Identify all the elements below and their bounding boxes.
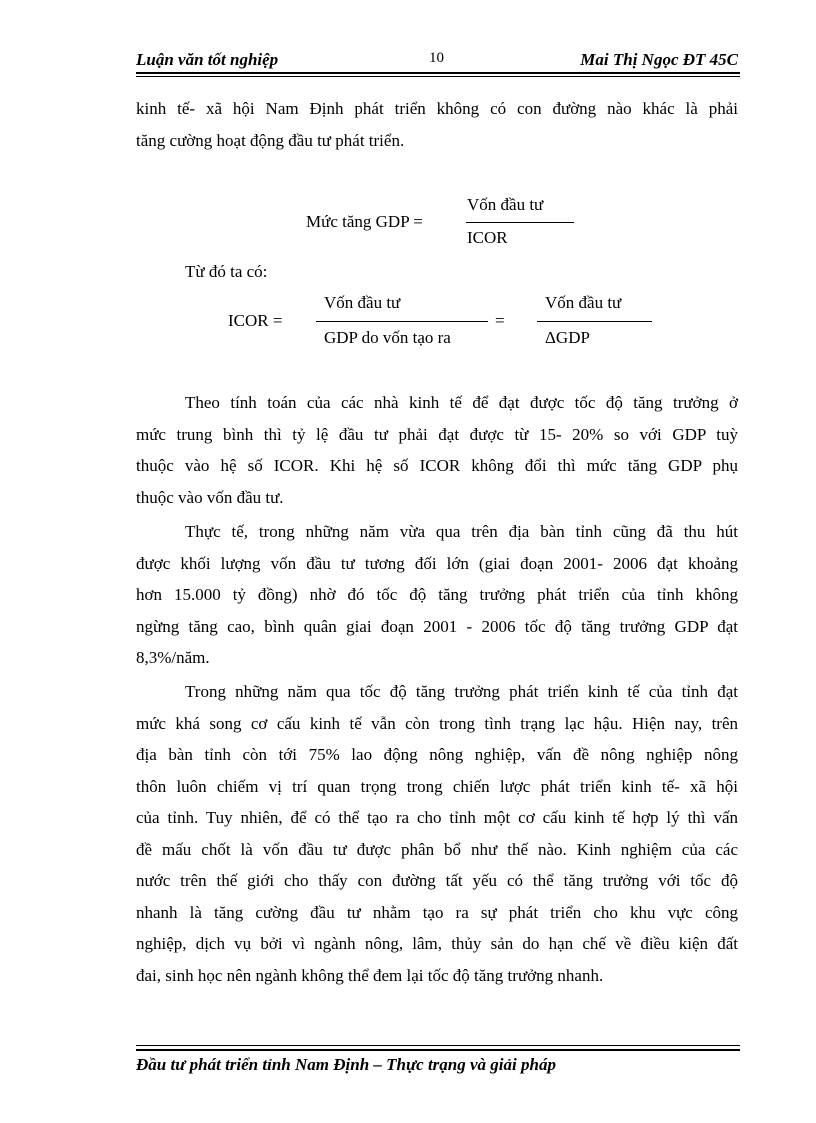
formula1-numerator: Vốn đầu tư [467, 195, 544, 214]
formula2-lhs: ICOR = [228, 311, 283, 330]
paragraph-investment-results [136, 516, 738, 674]
paragraph-economic-structure [136, 676, 738, 991]
text-line: thuộc vào hệ số ICOR. Khi hệ số ICOR không đổi thì mức tăng GDP phụ [136, 456, 738, 475]
footer-rule-thick [136, 1049, 740, 1051]
from-text: Từ đó ta có: [185, 262, 268, 281]
text-line: Thực tế, trong những năm vừa qua trên địa bàn tỉnh cũng đã thu hút [185, 522, 738, 541]
fraction-bar [466, 222, 574, 223]
text-line: Trong những năm qua tốc độ tăng trưởng phát triển kinh tế của tỉnh đạt [185, 682, 738, 701]
text-line: 8,3%/năm. [136, 648, 210, 667]
formula2-denominator-1: GDP do vốn tạo ra [324, 328, 451, 347]
text-line: hơn 15.000 tỷ đồng) nhờ đó tốc độ tăng trưởng phát triển của tỉnh không [136, 585, 738, 604]
text-line: của tỉnh. Tuy nhiên, để có thể tạo ra cho tỉnh một cơ cấu kinh tế hợp lý thì vấn [136, 808, 738, 827]
formula2-equals: = [495, 311, 505, 330]
page-number: 10 [429, 50, 444, 66]
paragraph-icor-investment [136, 387, 738, 513]
text-line: mức khá song cơ cấu kinh tế vẫn còn trong tình trạng lạc hậu. Hiện nay, trên [136, 713, 738, 733]
header-rule-thin [136, 76, 740, 77]
formula1-lhs: Mức tăng GDP = [306, 212, 423, 231]
text-line: ngừng tăng cao, bình quân giai đoạn 2001 - 2006 tốc độ tăng trưởng GDP đạt [136, 616, 738, 636]
text-line: đề mấu chốt là vốn đầu tư được phân bổ như thế nào. Kinh nghiệm của các [136, 839, 738, 859]
text-line: đai, sinh học nên ngành không thể đem lại tốc độ tăng trưởng nhanh. [136, 965, 604, 985]
header-thesis-label: Luận văn tốt nghiệp [136, 50, 279, 69]
text-line: kinh tế- xã hội Nam Định phát triển không có con đường nào khác là phải [136, 99, 738, 118]
text-line: được khối lượng vốn đầu tư tương đối lớn (giai đoạn 2001- 2006 đạt khoảng [136, 553, 738, 573]
fraction-bar [316, 321, 488, 322]
text-line: Theo tính toán của các nhà kinh tế để đạt được tốc độ tăng trưởng ở [185, 393, 738, 412]
formula1-denominator: ICOR [467, 228, 508, 247]
header-rule-thick [136, 72, 740, 74]
text-line: nghiệp, dịch vụ bởi vì ngành nông, lâm, thủy sản do hạn chế về điều kiện đất [136, 934, 738, 953]
footer-rule-thin [136, 1045, 740, 1046]
text-line: thuộc vào vốn đầu tư. [136, 487, 284, 507]
formula2-numerator-1: Vốn đầu tư [324, 293, 401, 312]
intro-paragraph [136, 93, 738, 156]
text-line: nhanh là tăng cường đầu tư nhằm tạo ra sự phát triển cho khu vực công [136, 902, 738, 922]
header-author: Mai Thị Ngọc ĐT 45C [580, 50, 738, 69]
text-line: thôn luôn chiếm vị trí quan trọng trong chiến lược phát triển kinh tế- xã hội [136, 776, 738, 796]
text-line: mức trung bình thì tỷ lệ đầu tư phải đạt được từ 15- 20% so với GDP tuỳ [136, 424, 738, 444]
footer-title: Đầu tư phát triển tỉnh Nam Định – Thực trạng và giải pháp [136, 1055, 556, 1074]
formula2-denominator-2: ΔGDP [545, 328, 590, 347]
text-line: tăng cường hoạt động đầu tư phát triển. [136, 130, 405, 150]
text-line: nước trên thế giới cho thấy con đường tất yếu có thể tăng trưởng với tốc độ [136, 871, 738, 890]
formula2-numerator-2: Vốn đầu tư [545, 293, 622, 312]
page-header [136, 48, 738, 74]
fraction-bar [537, 321, 652, 322]
text-line: địa bàn tỉnh còn tới 75% lao động nông nghiệp, vấn đề nông nghiệp nông [136, 745, 738, 764]
